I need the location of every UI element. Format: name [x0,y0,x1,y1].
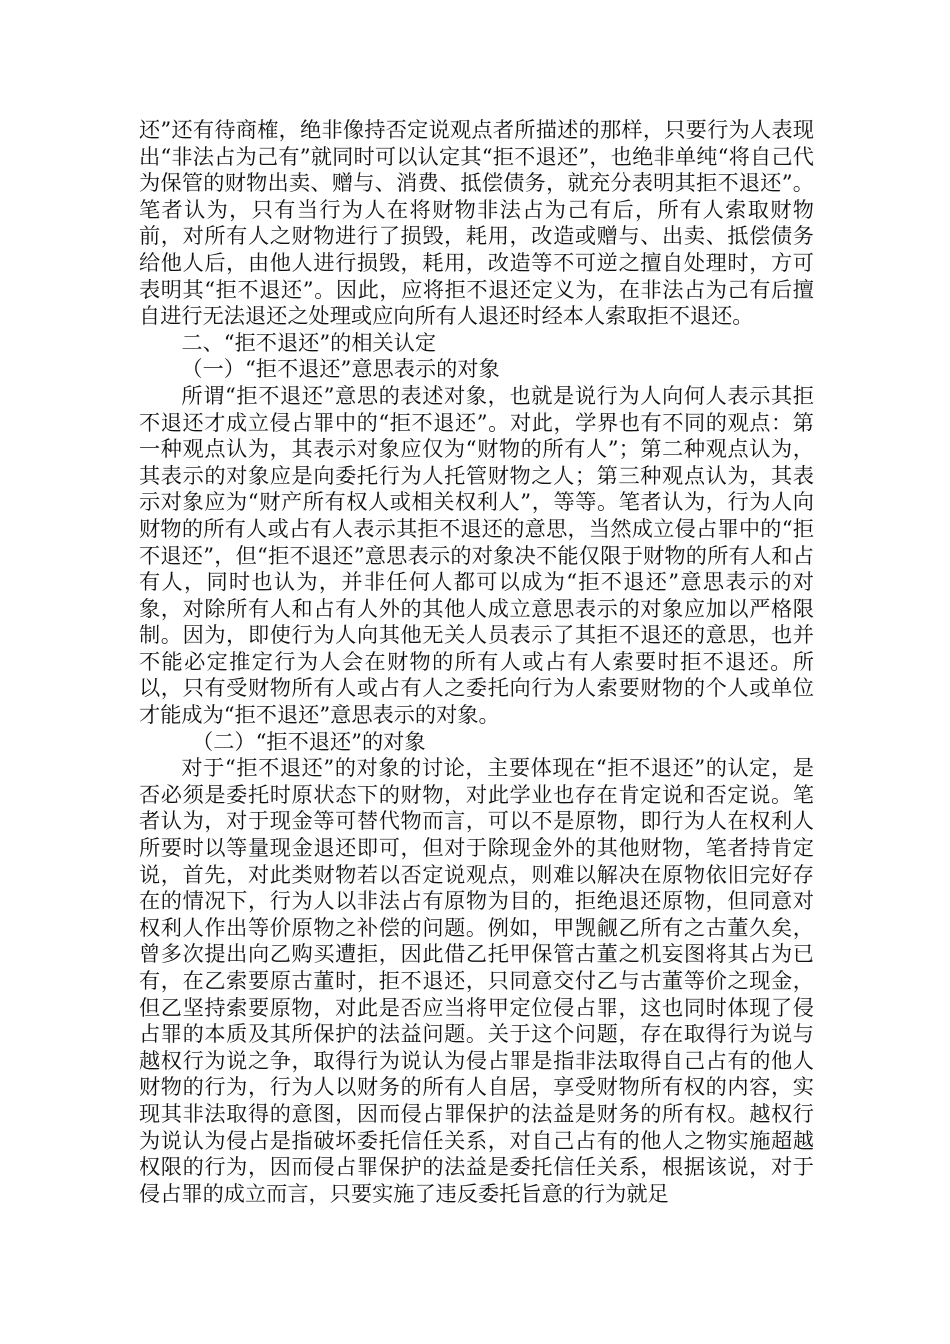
document-page [139,117,814,1207]
section-heading: 二、“拒不退还”的相关认定 [181,329,437,355]
body-paragraph: 对于“拒不退还”的对象的讨论，主要体现在“拒不退还”的认定，是否必须是委托时原状态下的财物，对此学业也存在肯定说和否定说。笔者认为，对于现金等可替代物而言，可以不是原物，即行为人在权利人所要时以等量现金退还即可，但对于除现金外的其他财物，笔者持肯定说，首先，对此类财物若以否定说观点，则难以解决在原物依旧完好存在的情况下，行为人以非法占有原物为目的，拒绝退还原物，但同意对权利人作出等价原物之补偿的问题。例如，甲觊觎乙所有之古董久矣，曾多次提出向乙购买遭拒，因此借乙托甲保管古董之机妄图将其占为已有，在乙索要原古董时，拒不退还，只同意交付乙与古董等价之现金，但乙坚持索要原物，对此是否应当将甲定位侵占罪，这也同时体现了侵占罪的本质及其所保护的法益问题。关于这个问题，存在取得行为说与越权行为说之争，取得行为说认为侵占罪是指非法取得自己占有的他人财物的行为，行为人以财务的所有人自居，享受财物所有权的内容，实现其非法取得的意图，因而侵占罪保护的法益是财务的所有权。越权行为说认为侵占是指破坏委托信任关系，对自己占有的他人之物实施超越权限的行为，因而侵占罪保护的法益是委托信任关系，根据该说，对于侵占罪的成立而言，只要实施了违反委托旨意的行为就足 [139,755,814,1206]
body-paragraph: 还”还有待商榷，绝非像持否定说观点者所描述的那样，只要行为人表现出“非法占为己有”就同时可以认定其“拒不退还”，也绝非单纯“将自己代为保管的财物出卖、赠与、消费、抵偿债务，就充分表明其拒不退还”。 笔者认为，只有当行为人在将财物非法占为己有后，所有人索取财物前，对所有人之财物进行了损毁，耗用，改造或赠与、出卖、抵偿债务给他人后，由他人进行损毁，耗用，改造等不可逆之擅自处理时，方可表明其“拒不退还”。因此，应将拒不退还定义为，在非法占为己有后擅自进行无法退还之处理或应向所有人退还时经本人索取拒不退还。 [139,117,814,329]
subsection-heading: （二）“拒不退还”的对象 [192,728,426,754]
subsection-heading: （一）“拒不退还”意思表示的对象 [181,356,500,382]
body-paragraph: 所谓“拒不退还”意思的表述对象，也就是说行为人向何人表示其拒不退还才成立侵占罪中的“拒不退还”。对此，学界也有不同的观点：第一种观点认为，其表示对象应仅为“财物的所有人”；第二种观点认为，其表示的对象应是向委托行为人托管财物之人；第三种观点认为，其表示对象应为“财产所有权人或相关权利人”，等等。笔者认为，行为人向财物的所有人或占有人表示其拒不退还的意思，当然成立侵占罪中的“拒不退还”，但“拒不退还”意思表示的对象决不能仅限于财物的所有人和占有人，同时也认为，并非任何人都可以成为“拒不退还”意思表示的对象，对除所有人和占有人外的其他人成立意思表示的对象应加以严格限制。因为，即使行为人向其他无关人员表示了其拒不退还的意思，也并不能必定推定行为人会在财物的所有人或占有人索要时拒不退还。所以，只有受财物所有人或占有人之委托向行为人索要财物的个人或单位才能成为“拒不退还”意思表示的对象。 [139,382,814,728]
